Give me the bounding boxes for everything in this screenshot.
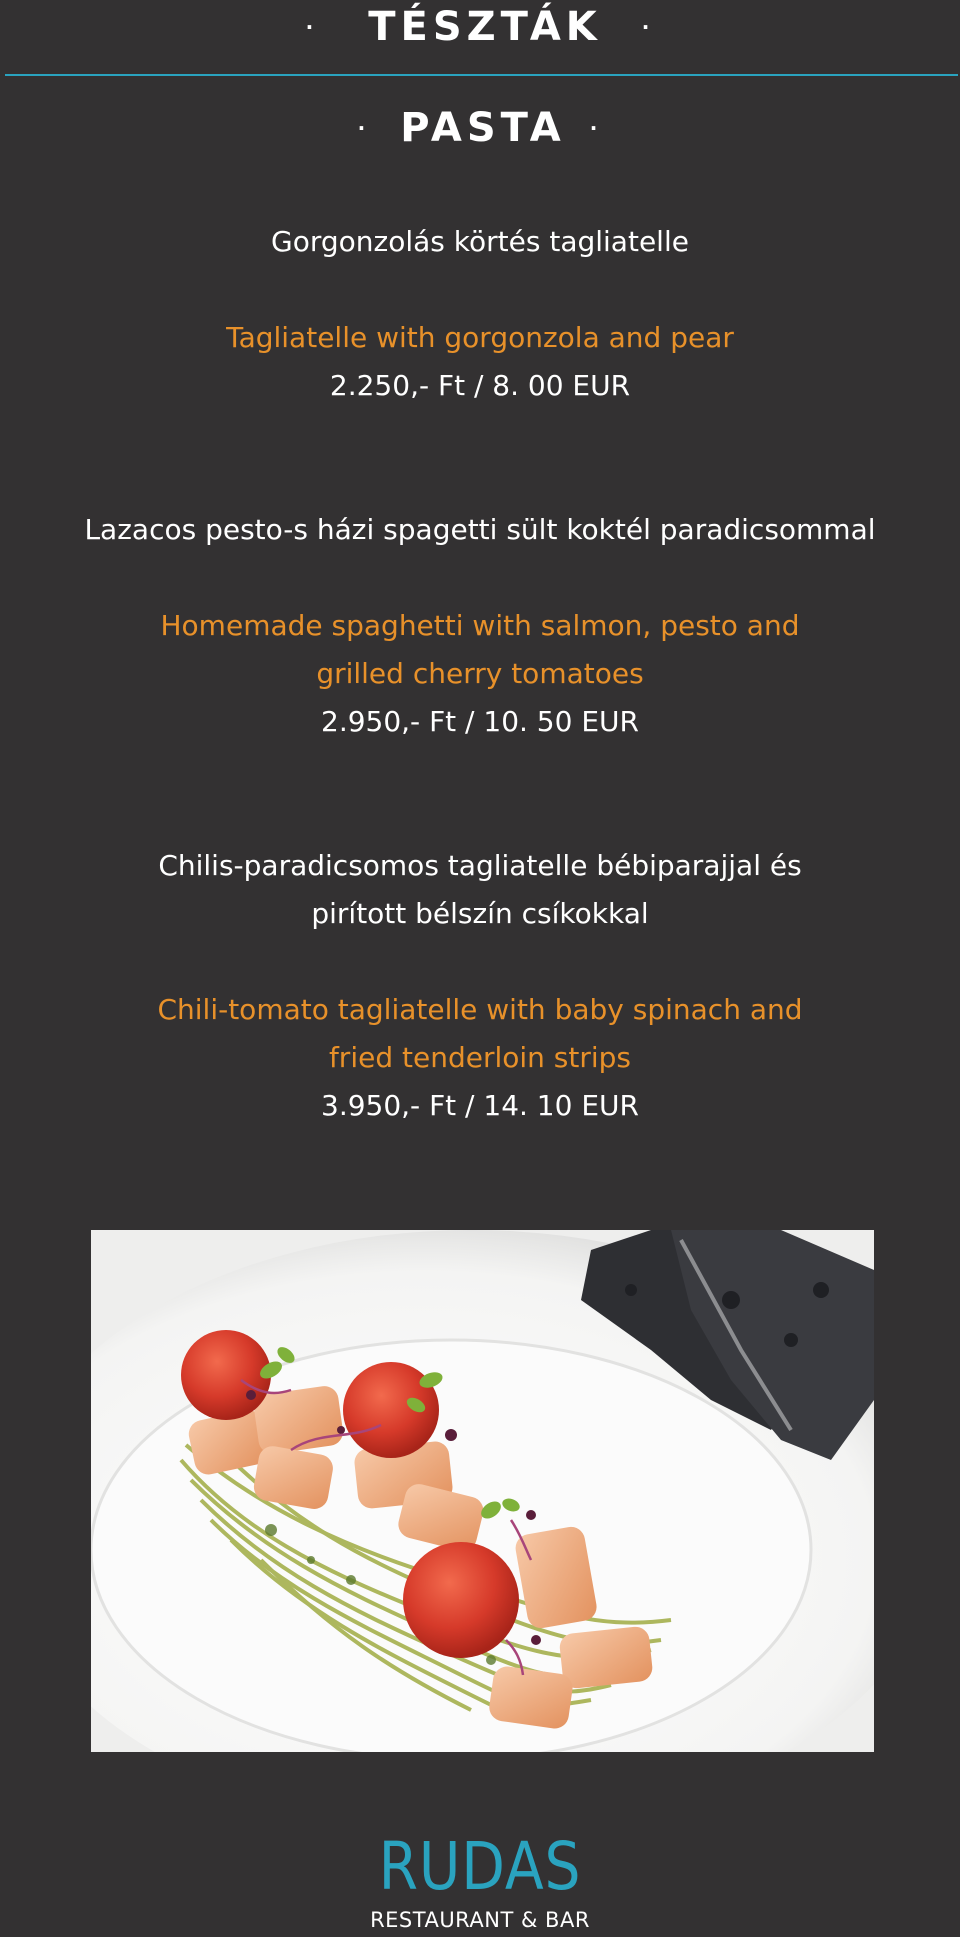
pasta-plate-illustration (91, 1230, 874, 1752)
dish-name-hu-line-2: pirított bélszín csíkokkal (311, 897, 649, 930)
bullet-right: · (641, 15, 655, 39)
dish-name-hu: Lazacos pesto-s házi spagetti sült koktél paradicsommal (84, 513, 876, 546)
section-title-english (0, 103, 960, 153)
dish-price: 2.950,- Ft / 10. 50 EUR (321, 705, 639, 738)
rudas-logo-tagline: RESTAURANT & BAR (370, 1908, 590, 1932)
bullet-left: · (305, 15, 319, 39)
dish-name-en: Tagliatelle with gorgonzola and pear (226, 321, 734, 354)
dish-name-en-line-1: Homemade spaghetti with salmon, pesto and (160, 609, 800, 642)
dish-photo (91, 1230, 874, 1752)
dish-name-hu: Gorgonzolás körtés tagliatelle (271, 225, 689, 258)
dish-name-hu-line-1: Chilis-paradicsomos tagliatelle bébiparajjal és (158, 849, 802, 882)
rudas-logo: RUDAS (378, 1828, 582, 1905)
bullet-right: · (589, 116, 603, 140)
menu-item (0, 218, 960, 410)
section-title-en-text: PASTA (400, 105, 566, 151)
section-title-hu-text: TÉSZTÁK (368, 4, 602, 50)
dish-name-en-line-2: fried tenderloin strips (328, 1041, 632, 1074)
dish-name-en-line-1: Chili-tomato tagliatelle with baby spinach and (157, 993, 803, 1026)
bullet-left: · (357, 116, 371, 140)
dish-price: 3.950,- Ft / 14. 10 EUR (321, 1089, 639, 1122)
dish-price: 2.250,- Ft / 8. 00 EUR (329, 369, 631, 402)
menu-item (0, 506, 960, 746)
dish-name-en-line-2: grilled cherry tomatoes (316, 657, 644, 690)
section-title-hungarian (0, 2, 960, 52)
menu-item (0, 842, 960, 1130)
section-divider (5, 74, 958, 76)
